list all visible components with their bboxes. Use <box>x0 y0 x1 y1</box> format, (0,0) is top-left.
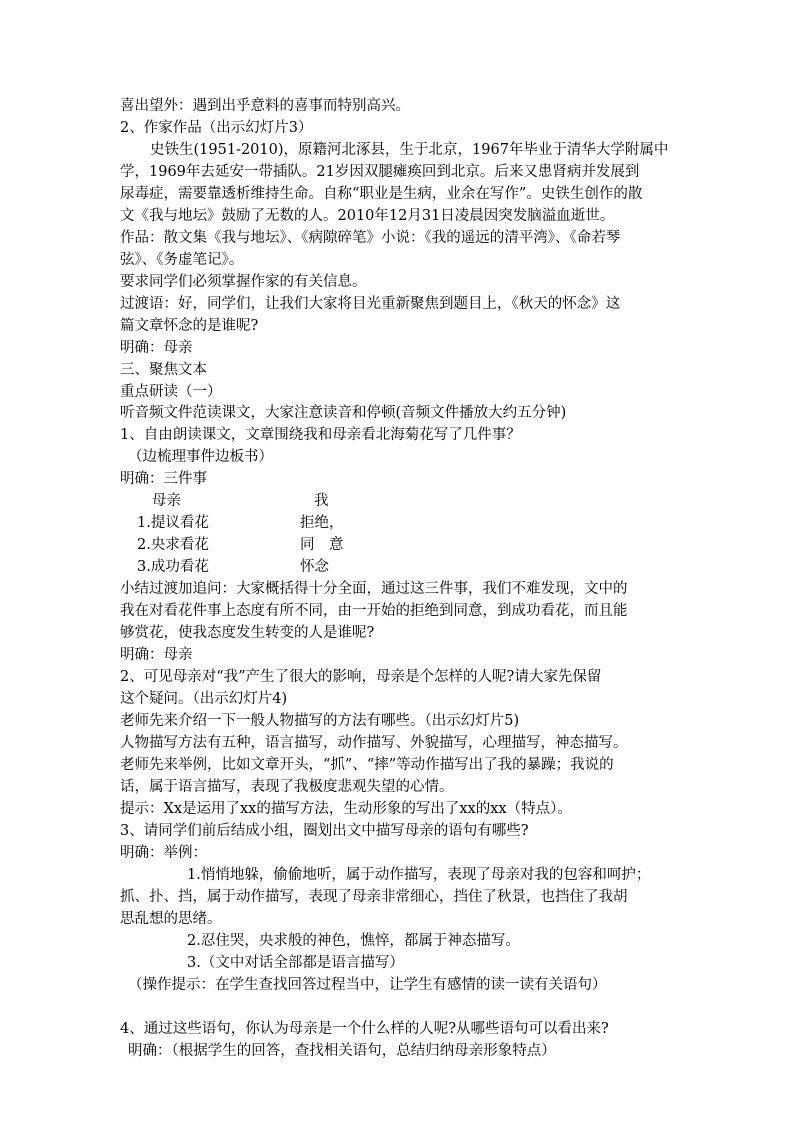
text-line: 3、请同学们前后结成小组，圈划出文中描写母亲的语句有哪些? <box>120 823 529 839</box>
text-line: 小结过渡加追问：大家概括得十分全面，通过这三件事，我们不难发现，文中的 <box>120 581 628 597</box>
section-heading: 三、聚焦文本 <box>120 362 207 378</box>
text-line: 听音频文件范读课文，大家注意读音和停顿(音频文件播放大约五分钟) <box>120 405 567 421</box>
text-line: 思乱想的思绪。 <box>120 911 222 927</box>
text-line: 作品：散文集《我与地坛》、《病隙碎笔》小说：《我的遥远的清平湾》、《命若琴 <box>120 230 621 246</box>
text-line: 提示：Xx是运用了xx的描写方法，生动形象的写出了xx的xx（特点）。 <box>120 801 572 817</box>
text-line: （操作提示：在学生查找回答过程当中，让学生有感情的读一读有关语句） <box>128 977 607 993</box>
text-line: 明确：（根据学生的回答，查找相关语句，总结归纳母亲形象特点） <box>128 1043 556 1059</box>
text-line: 要求同学们必须掌握作家的有关信息。 <box>120 274 367 290</box>
text-line: 尿毒症，需要靠透析维持生命。自称“职业是生病，业余在写作”。史铁生创作的散 <box>120 186 643 202</box>
text-line: 明确：举例： <box>120 845 207 861</box>
board-item: 同 意 <box>300 537 344 553</box>
board-column-mother: 母亲 <box>152 493 181 509</box>
text-line: 1、自由朗读课文，文章围绕我和母亲看北海菊花写了几件事？ <box>120 427 521 443</box>
text-line: 篇文章怀念的是谁呢? <box>120 318 259 334</box>
text-line: （边梳理事件边板书） <box>128 449 273 465</box>
text-line: 史铁生(1951-2010)，原籍河北涿县，生于北京，1967年毕业于清华大学附属中 <box>150 142 669 158</box>
text-line: 明确：母亲 <box>120 340 193 356</box>
text-line: 人物描写方法有五种，语言描写，动作描写、外貌描写，心理描写，神态描写。 <box>120 735 628 751</box>
board-item: 怀念 <box>300 559 329 575</box>
board-item: 3.成功看花 <box>137 559 209 575</box>
board-column-me: 我 <box>314 493 329 509</box>
text-line: 我在对看花件事上态度有所不同，由一开始的拒绝到同意，到成功看花，而且能 <box>120 603 628 619</box>
text-line: 喜出望外：遇到出乎意料的喜事而特别高兴。 <box>120 98 410 114</box>
text-line: 2.忍住哭，央求般的神色，憔悴，都属于神态描写。 <box>187 933 520 949</box>
text-line: 学，1969年去延安一带插队。21岁因双腿瘫痪回到北京。后来又患肾病并发展到 <box>120 164 640 180</box>
text-line: 过渡语：好，同学们，让我们大家将目光重新聚焦到题目上，《秋天的怀念》这 <box>120 296 621 312</box>
board-item: 拒绝， <box>300 515 344 531</box>
text-line: 文《我与地坛》鼓励了无数的人。2010年12月31日凌晨因突发脑溢血逝世。 <box>120 208 615 224</box>
text-line: 够赏花，使我态度发生转变的人是谁呢? <box>120 625 375 641</box>
text-line: 弦》、《务虚笔记》。 <box>120 252 244 268</box>
text-line: 抓、扑、挡，属于动作描写，表现了母亲非常细心，挡住了秋景，也挡住了我胡 <box>120 889 628 905</box>
text-line: 老师先来介绍一下一般人物描写的方法有哪些。（出示幻灯片5) <box>120 713 520 729</box>
text-line: 明确：三件事 <box>120 471 207 487</box>
text-line: 1.悄悄地躲，偷偷地听，属于动作描写，表现了母亲对我的包容和呵护； <box>187 867 651 883</box>
section-heading: 重点研读（一） <box>120 384 222 400</box>
board-item: 2.央求看花 <box>137 537 209 553</box>
text-line: 这个疑问。（出示幻灯片4) <box>120 691 288 707</box>
text-line: 话，属于语言描写，表现了我极度悲观失望的心情。 <box>120 779 454 795</box>
text-line: 2、可见母亲对“我”产生了很大的影响，母亲是个怎样的人呢?请大家先保留 <box>120 669 602 685</box>
text-line: 3.（文中对话全部都是语言描写） <box>187 955 404 971</box>
text-line: 老师先来举例，比如文章开头，“抓”、“摔”等动作描写出了我的暴躁；我说的 <box>120 757 614 773</box>
text-line: 4、通过这些语句，你认为母亲是一个什么样的人呢?从哪些语句可以看出来? <box>120 1021 609 1037</box>
section-heading: 2、作家作品（出示幻灯片3） <box>120 120 313 136</box>
board-item: 1.提议看花 <box>137 515 209 531</box>
text-line: 明确：母亲 <box>120 647 193 663</box>
